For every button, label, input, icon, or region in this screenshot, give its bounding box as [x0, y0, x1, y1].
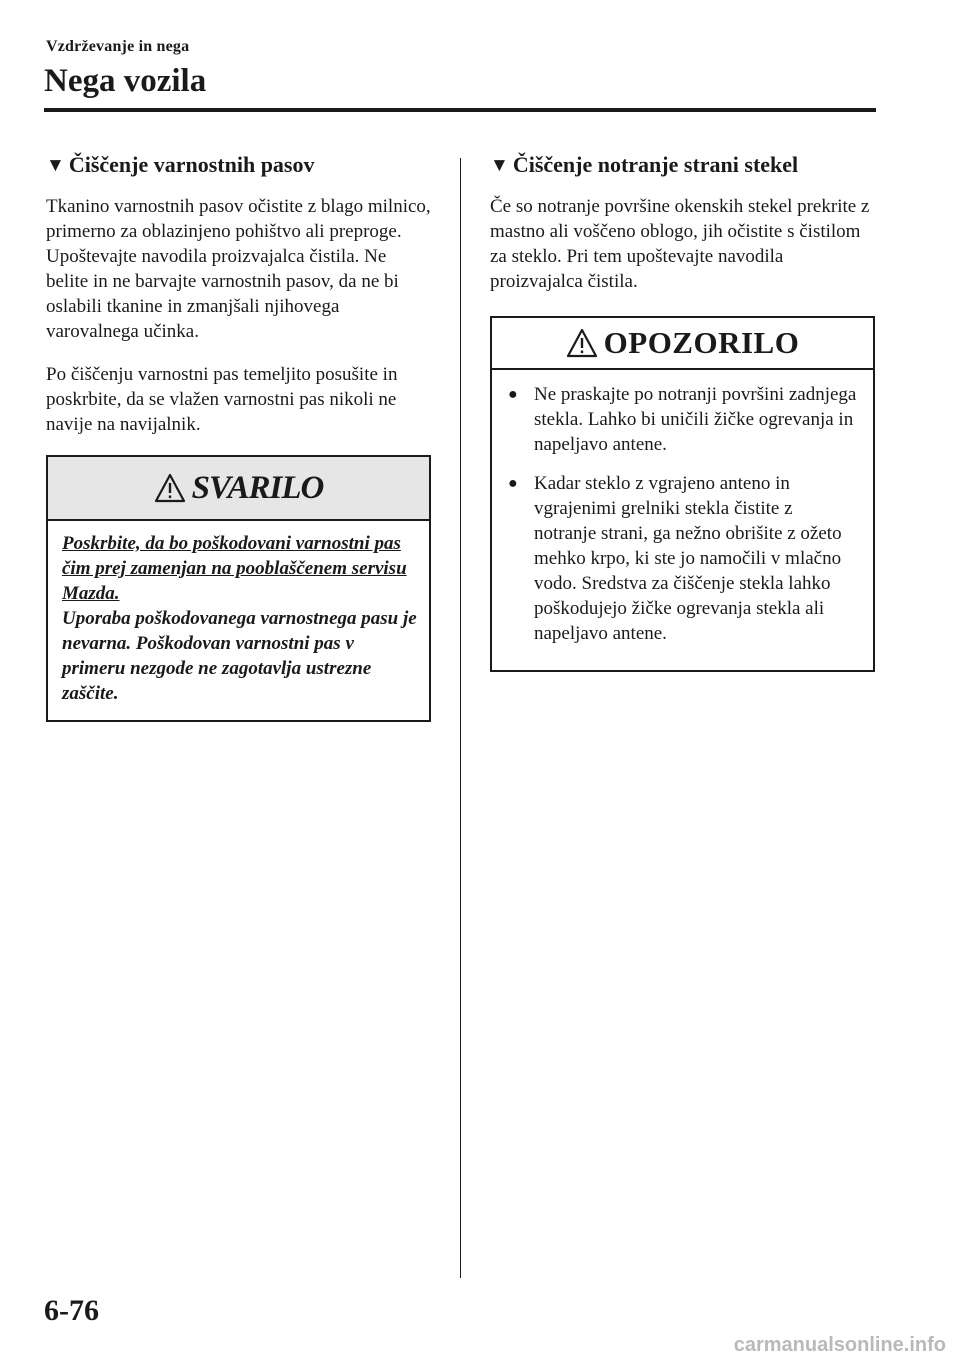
paragraph: Tkanino varnostnih pasov očistite z blago milnico, primerno za oblazinjeno pohištvo ali preproge. Upoštevajte navodila proizvajalca čistila. Ne belite in ne barvajte varnostnih pasov, da ne bi oslabili tkanine in zmanjšali njihovega varovalnega učinka. — [46, 196, 431, 342]
caution-box — [490, 316, 875, 672]
section-heading-seatbelts — [46, 150, 431, 180]
warning-triangle-icon — [566, 328, 598, 358]
caution-header — [492, 318, 873, 370]
breadcrumb: Vzdrževanje in nega — [46, 38, 190, 55]
list-item — [506, 471, 859, 646]
caution-title: OPOZORILO — [603, 325, 800, 360]
bullet-icon: ● — [508, 386, 518, 403]
section-heading-text: Čiščenje notranje strani stekel — [512, 152, 799, 177]
warning-text: Uporaba poškodovanega varnostnega pasu je nevarna. Poškodovan varnostni pas v primeru nezgode ne zagotavlja ustrezne zaščite. — [62, 608, 417, 704]
column-divider — [460, 158, 461, 1278]
section-heading-windows — [490, 150, 875, 180]
warning-title: SVARILO — [191, 469, 324, 506]
right-column — [490, 150, 875, 672]
left-column — [46, 150, 431, 722]
page-number: 6-76 — [44, 1294, 99, 1327]
list-item-text: Kadar steklo z vgrajeno anteno in vgrajenimi grelniki stekla čistite z notranje strani, ga nežno obrišite z ožeto mehko krpo, ki ste jo namočili v mlačno vodo. Sredstva za čiščenje stekla lahko poškodujejo žičke ogrevanja stekla ali napeljavo antene. — [534, 473, 842, 644]
triangle-down-icon: ▼ — [46, 154, 65, 176]
warning-triangle-icon — [154, 473, 186, 503]
section-heading-text: Čiščenje varnostnih pasov — [68, 152, 315, 177]
warning-underlined-text: Poskrbite, da bo poškodovani varnostni pas čim prej zamenjan na pooblaščenem servisu Mazda. — [62, 533, 407, 604]
warning-box — [46, 455, 431, 722]
paragraph: Če so notranje površine okenskih stekel prekrite z mastno ali voščeno oblogo, jih očistite s čistilom za steklo. Pri tem upoštevajte navodila proizvajalca čistila. — [490, 196, 870, 292]
caution-body — [492, 370, 873, 670]
title-rule — [44, 108, 876, 112]
list-item-text: Ne praskajte po notranji površini zadnjega stekla. Lahko bi uničili žičke ogrevanja in napeljavo antene. — [534, 384, 857, 455]
list-item — [506, 382, 859, 457]
triangle-down-icon: ▼ — [490, 154, 509, 176]
bullet-icon: ● — [508, 475, 518, 492]
page-title: Nega vozila — [44, 63, 207, 99]
paragraph: Po čiščenju varnostni pas temeljito posušite in poskrbite, da se vlažen varnostni pas nikoli ne navije na navijalnik. — [46, 364, 398, 435]
warning-header — [48, 457, 429, 521]
warning-body — [48, 521, 429, 720]
watermark: carmanualsonline.info — [733, 1334, 946, 1356]
